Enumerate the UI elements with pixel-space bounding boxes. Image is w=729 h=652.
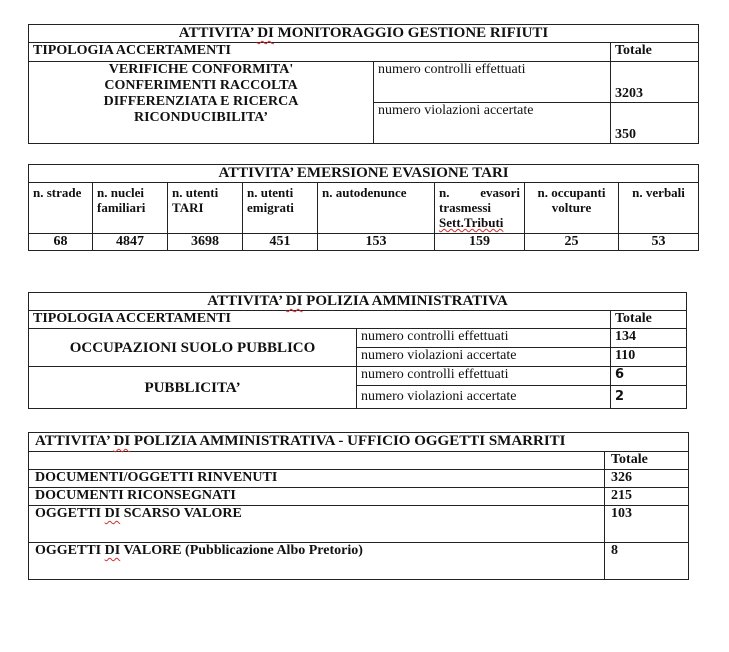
row-value: 350 [611, 103, 699, 144]
column-header: n. occupanti volture [525, 183, 619, 234]
row-value: 215 [605, 488, 689, 506]
column-header: n. nuclei familiari [93, 183, 168, 234]
column-header-totale: Totale [605, 452, 689, 470]
column-header: n. autodenunce [318, 183, 435, 234]
value-cell: 25 [525, 234, 619, 251]
row-value: 326 [605, 470, 689, 488]
value-cell: 3698 [168, 234, 243, 251]
row-value: 2 [611, 386, 687, 409]
column-header-totale: Totale [611, 43, 699, 62]
row-value: 103 [605, 506, 689, 543]
category-cell: OCCUPAZIONI SUOLO PUBBLICO [29, 329, 357, 367]
row-value: 3203 [611, 62, 699, 103]
value-cell: 4847 [93, 234, 168, 251]
table-polizia-amministrativa [28, 292, 687, 409]
row-label: numero violazioni accertate [357, 386, 611, 409]
value-cell: 451 [243, 234, 318, 251]
value-cell: 68 [29, 234, 93, 251]
table-title: ATTIVITA’ EMERSIONE EVASIONE TARI [29, 165, 699, 183]
column-header: n. utenti emigrati [243, 183, 318, 234]
column-header-tipologia: TIPOLOGIA ACCERTAMENTI [29, 43, 611, 62]
table-emersione-tari [28, 164, 699, 251]
row-value: 134 [611, 329, 687, 348]
row-value: 110 [611, 348, 687, 367]
row-label: numero violazioni accertate [374, 103, 611, 144]
value-cell: 159 [435, 234, 525, 251]
row-label: DOCUMENTI RICONSEGNATI [29, 488, 605, 506]
column-header: n. verbali [619, 183, 699, 234]
value-cell: 53 [619, 234, 699, 251]
category-cell: PUBBLICITA’ [29, 367, 357, 409]
row-label: DOCUMENTI/OGGETTI RINVENUTI [29, 470, 605, 488]
column-header: n. utenti TARI [168, 183, 243, 234]
table-title: ATTIVITA’ DI MONITORAGGIO GESTIONE RIFIUTI [29, 25, 699, 43]
row-label: OGGETTI DI VALORE (Pubblicazione Albo Pretorio) [29, 543, 605, 580]
value-cell: 153 [318, 234, 435, 251]
row-label: numero controlli effettuati [357, 329, 611, 348]
table-title: ATTIVITA’ DI POLIZIA AMMINISTRATIVA [29, 293, 687, 311]
column-header-tipologia: TIPOLOGIA ACCERTAMENTI [29, 311, 611, 329]
column-header: n. strade [29, 183, 93, 234]
column-header-evasori: n. evasori trasmessi Sett.Tributi [435, 183, 525, 234]
row-label: numero violazioni accertate [357, 348, 611, 367]
row-value: 6 [611, 367, 687, 386]
category-cell: VERIFICHE CONFORMITA' CONFERIMENTI RACCOLTA DIFFERENZIATA E RICERCA RICONDUCIBILITA’ [29, 62, 374, 144]
column-header-totale: Totale [611, 311, 687, 329]
table-title: ATTIVITA’ DI POLIZIA AMMINISTRATIVA - UFFICIO OGGETTI SMARRITI [29, 433, 689, 452]
row-label: numero controlli effettuati [374, 62, 611, 103]
row-value: 8 [605, 543, 689, 580]
table-monitoraggio-rifiuti [28, 24, 699, 144]
table-oggetti-smarriti [28, 432, 689, 580]
row-label: OGGETTI DI SCARSO VALORE [29, 506, 605, 543]
row-label: numero controlli effettuati [357, 367, 611, 386]
column-header-empty [29, 452, 605, 470]
